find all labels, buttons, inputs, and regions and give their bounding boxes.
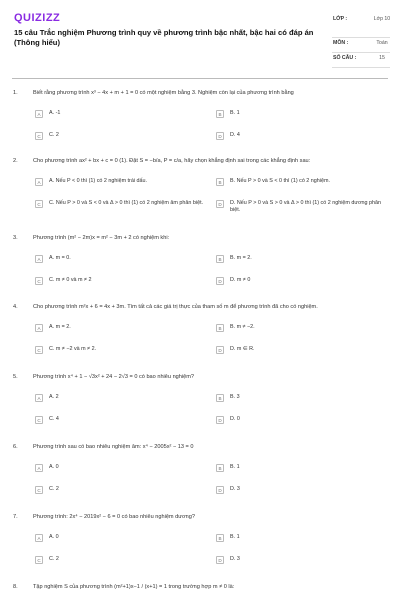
option-letter: C <box>35 132 43 140</box>
option-text: B. 3 <box>230 394 240 400</box>
question-number: 5. <box>13 374 18 380</box>
question-number: 3. <box>13 235 18 241</box>
question-text: Cho phương trình m²x + 6 = 4x + 3m. Tìm tất cả các giá trị thực của tham số m để phương trình đã cho có nghiệm. <box>33 304 318 310</box>
option-letter: B <box>216 178 224 186</box>
option-letter: A <box>35 324 43 332</box>
option-text: A. Nếu P < 0 thì (1) có 2 nghiệm trái dấu. <box>49 178 148 184</box>
option-letter: D <box>216 416 224 424</box>
option-text: D. m ≠ 0 <box>230 277 251 283</box>
option-text: B. m ≠ −2. <box>230 324 255 330</box>
option-letter: D <box>216 132 224 140</box>
question-number: 4. <box>13 304 18 310</box>
option-letter: C <box>35 486 43 494</box>
question-number: 6. <box>13 444 18 450</box>
option-letter: D <box>216 277 224 285</box>
page-title: 15 câu Trắc nghiệm Phương trình quy về phương trình bậc nhất, bậc hai có đáp án (Thông hiểu) <box>14 28 314 47</box>
option-letter: C <box>35 200 43 208</box>
option-text: A. 0 <box>49 534 59 540</box>
option-letter: A <box>35 110 43 118</box>
quizizz-logo: QUIZIZZ <box>14 12 61 24</box>
question-text: Phương trình (m² − 2m)x = m² − 3m + 2 có nghiệm khi: <box>33 235 170 241</box>
option-text: C. 4 <box>49 416 59 422</box>
option-text: B. m = 2. <box>230 255 252 261</box>
option-letter: B <box>216 394 224 402</box>
header-divider <box>12 78 388 79</box>
meta-class-label: LỚP : <box>333 16 348 22</box>
option-letter: D <box>216 486 224 494</box>
option-letter: B <box>216 255 224 263</box>
option-letter: A <box>35 394 43 402</box>
question-text: Cho phương trình ax² + bx + c = 0 (1). Đặt S = −b/a, P = c/a, hãy chọn khẳng định sai trong các khẳng định sau: <box>33 158 311 164</box>
option-text: D. 3 <box>230 556 240 562</box>
question-number: 2. <box>13 158 18 164</box>
option-text: B. Nếu P > 0 và S < 0 thì (1) có 2 nghiệm. <box>230 178 330 184</box>
option-text: D. 4 <box>230 132 240 138</box>
option-text: C. 2 <box>49 132 59 138</box>
meta-divider <box>332 37 390 38</box>
question-text: Phương trình sau có bao nhiêu nghiệm âm: x⁴ − 2005x² − 13 = 0 <box>33 444 194 450</box>
meta-count-value: 15 <box>379 55 385 61</box>
option-letter: B <box>216 534 224 542</box>
option-letter: C <box>35 416 43 424</box>
header <box>0 0 400 74</box>
option-text: A. m = 2. <box>49 324 71 330</box>
option-letter: D <box>216 346 224 354</box>
option-text: D. 0 <box>230 416 240 422</box>
option-letter: B <box>216 464 224 472</box>
option-letter: A <box>35 178 43 186</box>
meta-count-label: SỐ CÂU : <box>333 55 357 61</box>
option-text: C. m ≠ −2 và m ≠ 2. <box>49 346 97 352</box>
option-letter: D <box>216 556 224 564</box>
option-text: B. 1 <box>230 534 240 540</box>
meta-subject-label: MÔN : <box>333 40 349 46</box>
question-text: Tập nghiệm S của phương trình (m²+1)x−1 / (x+1) = 1 trong trường hợp m ≠ 0 là: <box>33 584 235 590</box>
meta-divider <box>332 67 390 68</box>
option-text: D. m ∈ R. <box>230 346 255 352</box>
option-letter: C <box>35 556 43 564</box>
option-letter: A <box>35 534 43 542</box>
option-letter: C <box>35 346 43 354</box>
question-number: 7. <box>13 514 18 520</box>
option-letter: D <box>216 200 224 208</box>
option-text: B. 1 <box>230 110 240 116</box>
meta-divider <box>332 52 390 53</box>
question-text: Biết rằng phương trình x³ − 4x + m + 1 = 0 có một nghiệm bằng 3. Nghiệm còn lại của phương trình bằng <box>33 90 294 96</box>
question-text: Phương trình x⁴ + 1 − √3x² + 24 − 2√3 = 0 có bao nhiêu nghiệm? <box>33 374 195 380</box>
option-text: A. 0 <box>49 464 59 470</box>
meta-class-value: Lớp 10 <box>373 16 391 22</box>
option-letter: C <box>35 277 43 285</box>
question-number: 1. <box>13 90 18 96</box>
option-text: D. 3 <box>230 486 240 492</box>
option-text: A. m = 0. <box>49 255 71 261</box>
option-text: A. -1 <box>49 110 61 116</box>
option-text: B. 1 <box>230 464 240 470</box>
option-text: C. m ≠ 0 và m ≠ 2 <box>49 277 92 283</box>
option-text: A. 2 <box>49 394 59 400</box>
option-letter: B <box>216 324 224 332</box>
meta-subject-value: Toán <box>376 40 388 46</box>
option-text: C. 2 <box>49 556 59 562</box>
option-text: D. Nếu P > 0 và S > 0 và Δ > 0 thì (1) có 2 nghiệm dương phân biệt. <box>230 200 382 213</box>
question-text: Phương trình: 2x⁴ − 2019x² − 6 = 0 có bao nhiêu nghiệm dương? <box>33 514 195 520</box>
option-text: C. Nếu P > 0 và S < 0 và Δ > 0 thì (1) có 2 nghiệm âm phân biệt. <box>49 200 204 206</box>
option-letter: B <box>216 110 224 118</box>
question-number: 8. <box>13 584 18 590</box>
option-letter: A <box>35 255 43 263</box>
option-text: C. 2 <box>49 486 59 492</box>
option-letter: A <box>35 464 43 472</box>
